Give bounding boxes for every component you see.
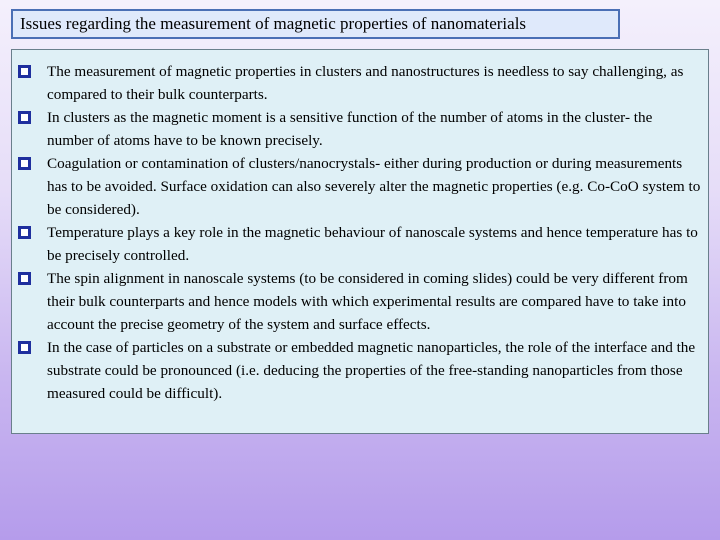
bullet-text: The spin alignment in nanoscale systems (to be considered in coming slides) could be very different from their bulk counterparts and hence models with which experimental results are compared have to take into account the precise geometry of the system and surface effects. [47,270,688,333]
hollow-square-bullet-icon [18,65,31,78]
bullet-text: Temperature plays a key role in the magnetic behaviour of nanoscale systems and hence temperature has to be precisely controlled. [47,224,698,264]
hollow-square-bullet-icon [18,157,31,170]
slide-title-box [11,9,620,39]
slide-title: Issues regarding the measurement of magnetic properties of nanomaterials [20,14,527,33]
bullet-item [18,152,702,221]
bullet-item [18,221,702,267]
hollow-square-bullet-icon [18,341,31,354]
hollow-square-bullet-icon [18,226,31,239]
bullet-item [18,106,702,152]
bullet-list [18,60,702,405]
bullet-text: In the case of particles on a substrate or embedded magnetic nanoparticles, the role of the interface and the substrate could be pronounced (i.e. deducing the properties of the free-standing nanoparticles from those measured could be difficult). [47,339,696,402]
hollow-square-bullet-icon [18,272,31,285]
hollow-square-bullet-icon [18,111,31,124]
bullet-item [18,60,702,106]
slide-content-box [11,49,709,434]
bullet-text: Coagulation or contamination of clusters/nanocrystals- either during production or during measurements has to be avoided. Surface oxidation can also severely alter the magnetic properties (e.g. Co-CoO system to be considered). [47,155,701,218]
bullet-item [18,336,702,405]
bullet-text: In clusters as the magnetic moment is a sensitive function of the number of atoms in the cluster- the number of atoms have to be known precisely. [47,109,653,149]
bullet-text: The measurement of magnetic properties in clusters and nanostructures is needless to say challenging, as compared to their bulk counterparts. [47,63,684,103]
bullet-item [18,267,702,336]
